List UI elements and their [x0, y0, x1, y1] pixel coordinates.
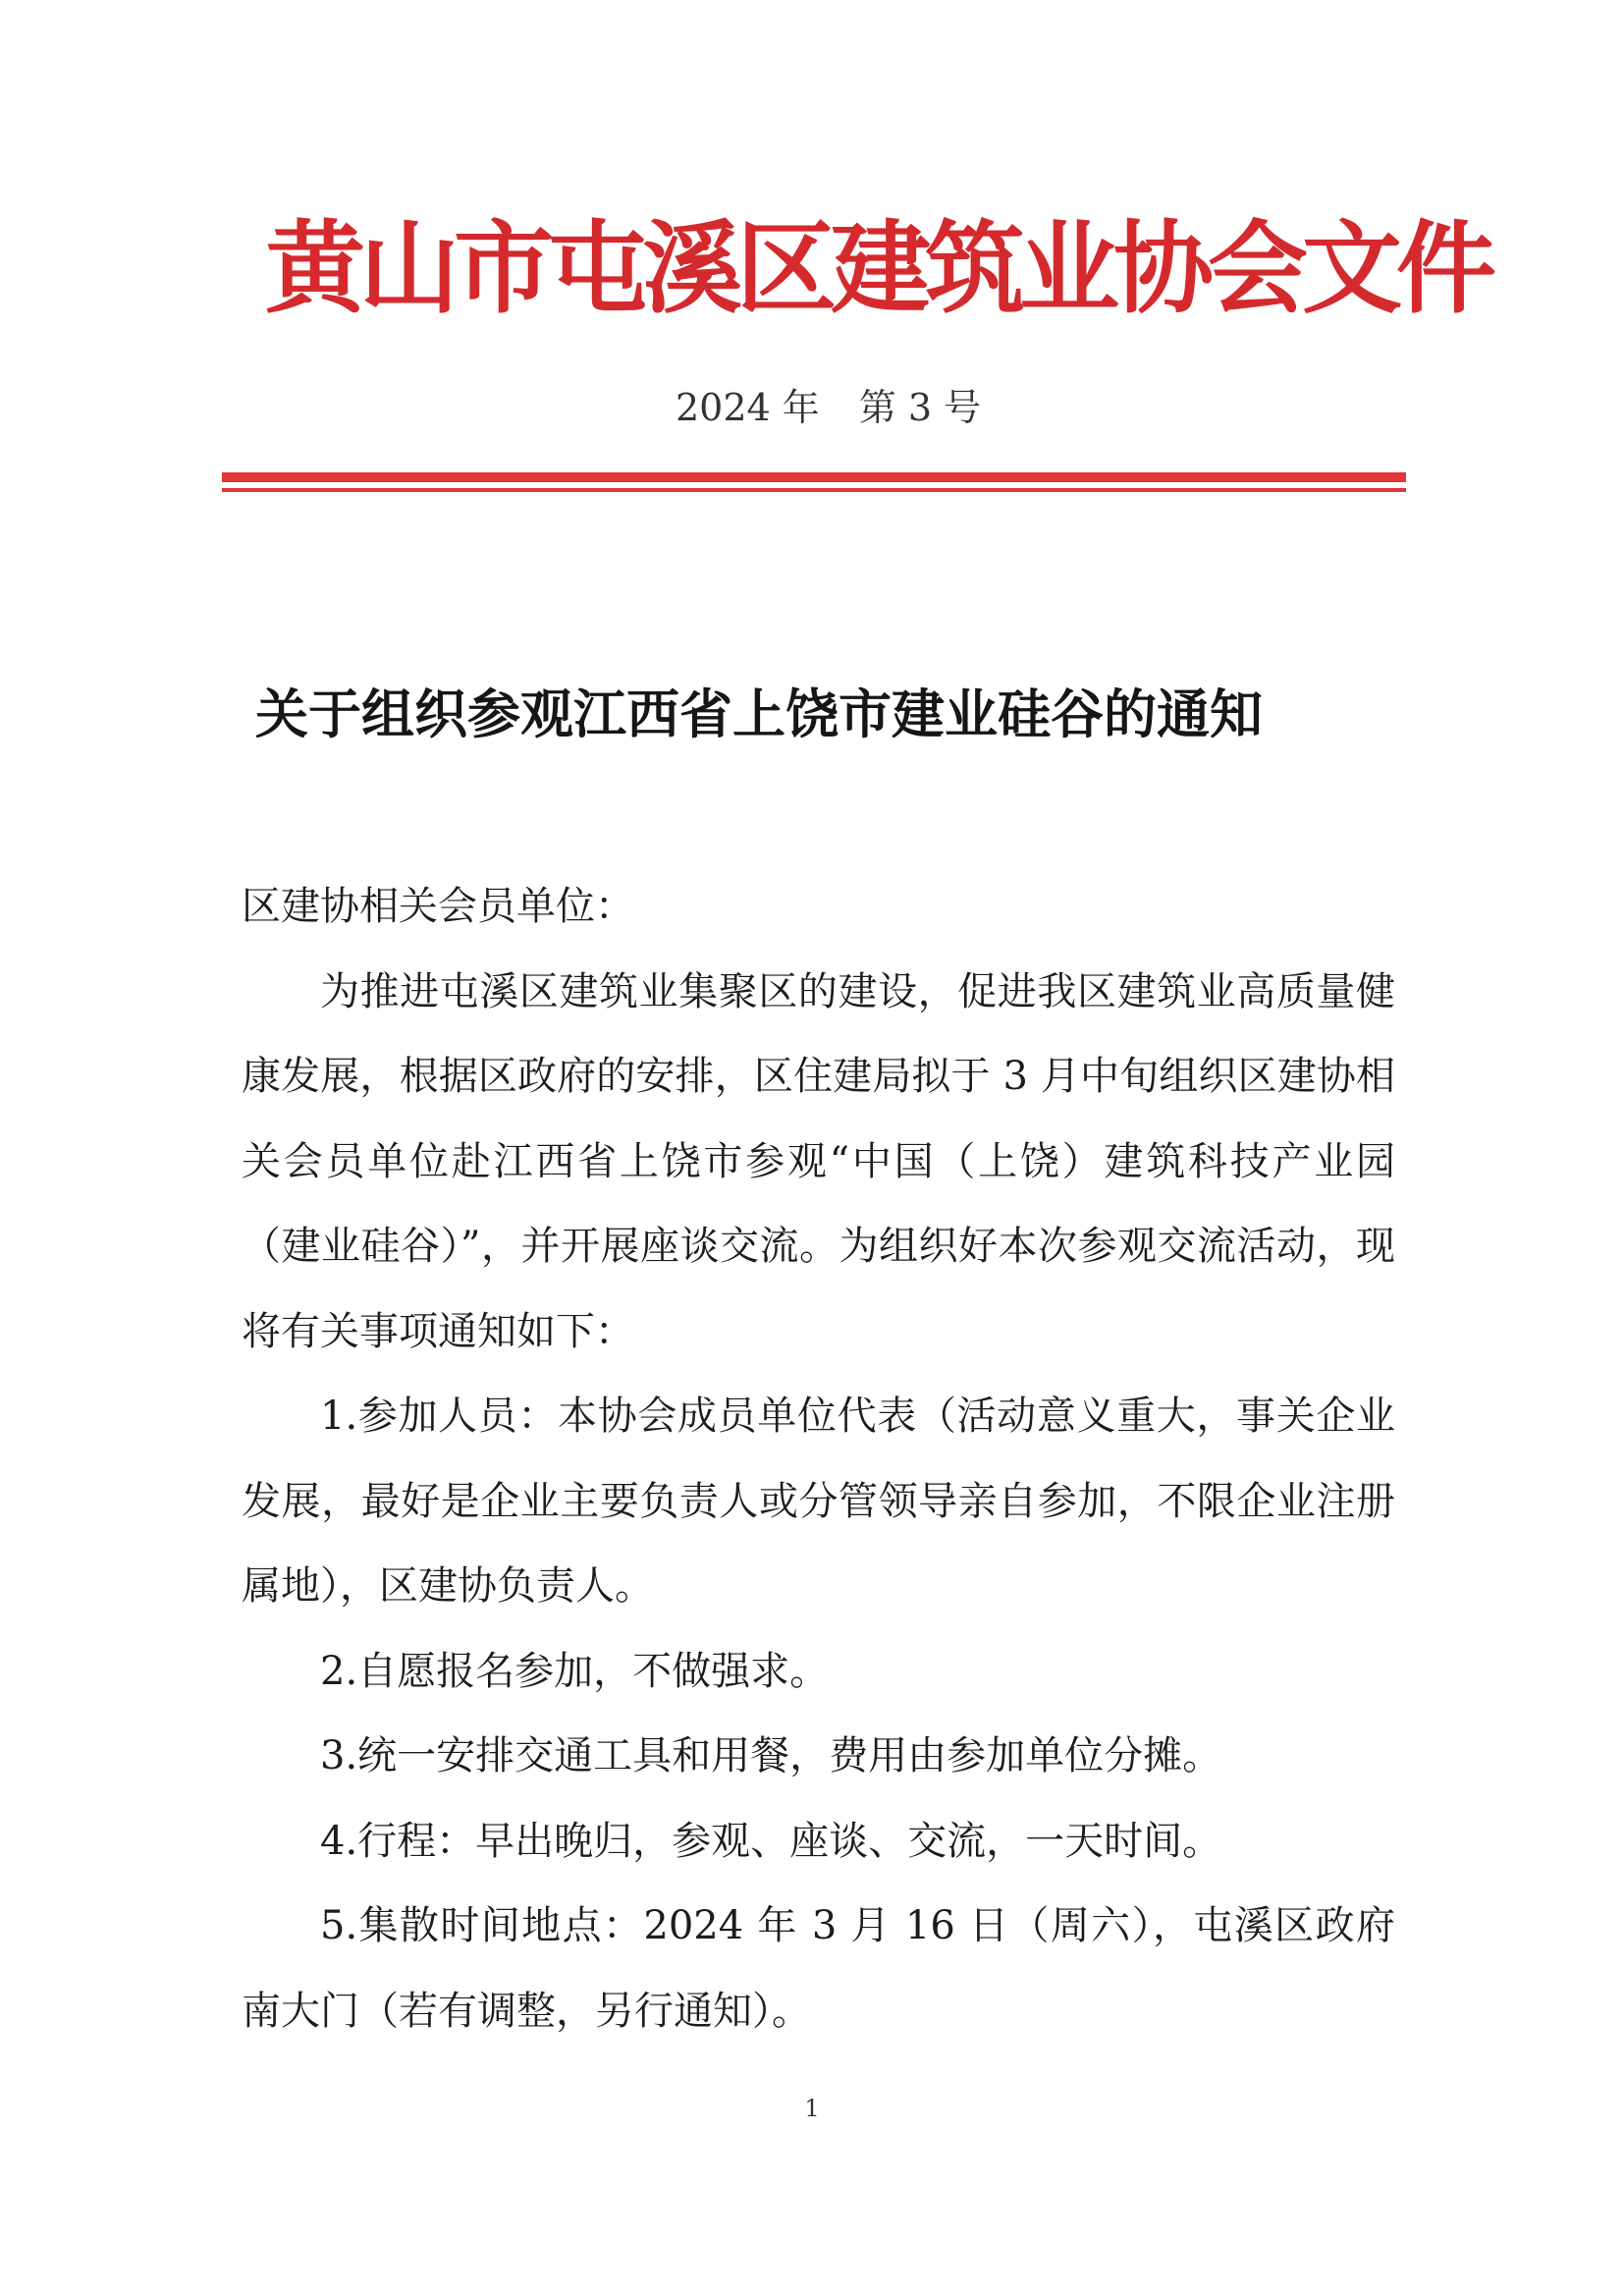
notice-item: 4.行程：早出晚归，参观、座谈、交流，一天时间。: [320, 1818, 1222, 1864]
notice-item: 3.统一安排交通工具和用餐，费用由参加单位分摊。: [320, 1733, 1222, 1778]
notice-item: 2.自愿报名参加，不做强求。: [320, 1648, 830, 1694]
intro-paragraph: 为推进屯溪区建筑业集聚区的建设，促进我区建筑业高质量健康发展，根据区政府的安排，区住建局拟于 3 月中旬组织区建协相关会员单位赴江西省上饶市参观“中国（上饶）建筑科技产业园（建业硅谷）”，并开展座谈交流。为组织好本次参观交流活动，现将有关事项通知如下：: [242, 968, 1395, 1354]
notice-item: 5.集散时间地点：2024 年 3 月 16 日（周六），屯溪区政府南大门（若有调整，另行通知）。: [242, 1903, 1395, 2034]
notice-item: 1.参加人员：本协会成员单位代表（活动意义重大，事关企业发展，最好是企业主要负责人或分管领导亲自参加，不限企业注册属地），区建协负责人。: [242, 1394, 1395, 1609]
notice-body: [242, 864, 1395, 2053]
notice-title: 关于组织参观江西省上饶市建业硅谷的通知: [255, 683, 1263, 745]
salutation: 区建协相关会员单位：: [242, 884, 634, 929]
document-serial-number: 第 3 号: [858, 386, 982, 429]
document-number: [676, 383, 981, 432]
red-header-rule: [222, 472, 1406, 482]
document-year: 2024 年: [676, 386, 820, 429]
red-header-rule-thin: [222, 488, 1406, 492]
organization-header-title: 黄山市屯溪区建筑业协会文件: [265, 211, 1490, 328]
page-number: 1: [804, 2095, 820, 2122]
